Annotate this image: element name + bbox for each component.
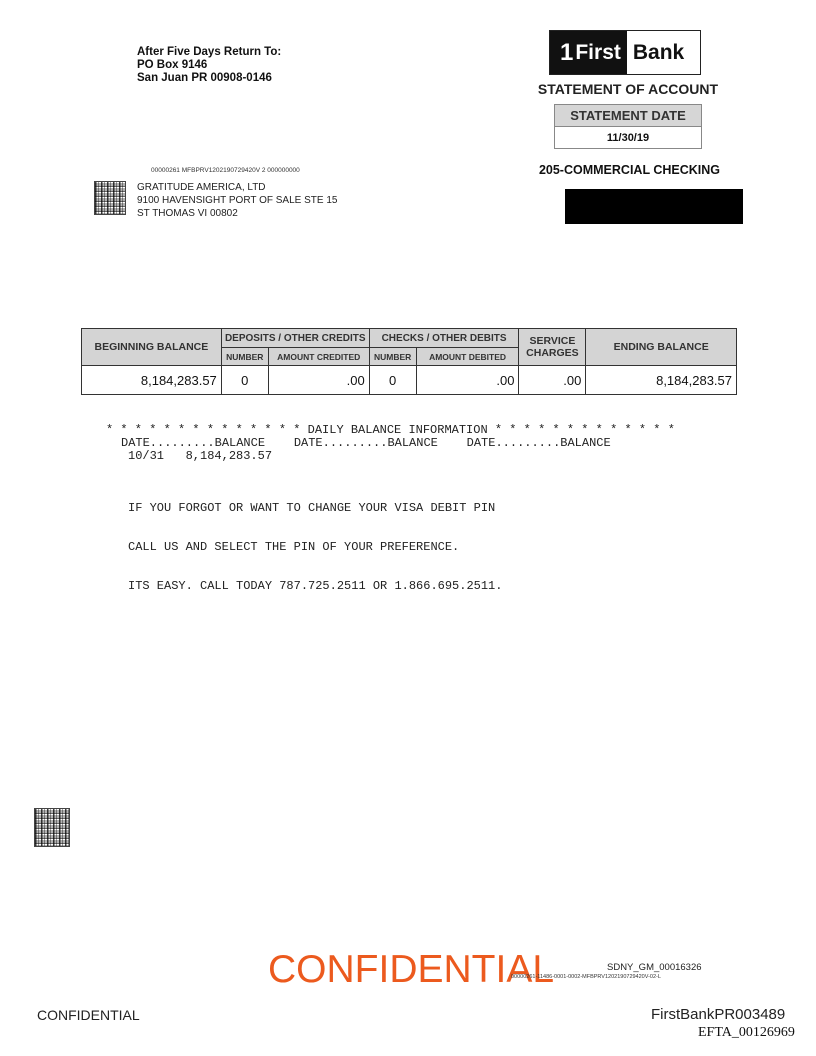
- pin-notice-line: ITS EASY. CALL TODAY 787.725.2511 OR 1.866.695.2511.: [128, 579, 503, 593]
- amount-credited-value: .00: [268, 366, 369, 395]
- addressee-city: ST THOMAS VI 00802: [137, 208, 238, 219]
- ending-balance-header: ENDING BALANCE: [586, 329, 737, 366]
- checks-header: CHECKS / OTHER DEBITS: [369, 329, 519, 348]
- pin-notice-line: IF YOU FORGOT OR WANT TO CHANGE YOUR VISA DEBIT PIN: [128, 501, 496, 515]
- addressee-name: GRATITUDE AMERICA, LTD: [137, 182, 266, 193]
- daily-balance-title: * * * * * * * * * * * * * * DAILY BALANCE INFORMATION * * * * * * * * * * * * *: [106, 423, 675, 437]
- logo-first: First: [575, 40, 621, 64]
- service-charges-header: [519, 329, 586, 366]
- return-address: [137, 46, 281, 85]
- daily-balance-header: DATE.........BALANCE DATE.........BALANCE DATE.........BALANCE: [121, 436, 611, 450]
- redaction-bar: [565, 189, 743, 224]
- amount-credited-header: AMOUNT CREDITED: [268, 348, 369, 366]
- statement-date-box: [554, 104, 702, 149]
- document-code: 00000261-11486-0001-0002-MFBPRV1202190729420V-02-L: [511, 974, 661, 980]
- table-row: [82, 366, 737, 395]
- firstbank-logo: [549, 30, 701, 75]
- addressee-street: 9100 HAVENSIGHT PORT OF SALE STE 15: [137, 195, 338, 206]
- deposits-number-value: 0: [221, 366, 268, 395]
- checks-number-header: NUMBER: [369, 348, 416, 366]
- return-address-line: After Five Days Return To:: [137, 46, 282, 58]
- logo-bank: Bank: [627, 31, 690, 74]
- statement-date-value: 11/30/19: [606, 132, 650, 144]
- service-charges-header-line: CHARGES: [526, 347, 579, 359]
- pin-notice-line: CALL US AND SELECT THE PIN OF YOUR PREFERENCE.: [128, 540, 460, 554]
- barcode-2d-icon: [34, 808, 70, 847]
- service-charges-header-line: SERVICE: [529, 335, 576, 347]
- pin-notice: [128, 476, 502, 606]
- firstbank-bates-number: FirstBankPR003489: [651, 1006, 786, 1023]
- mail-code: 00000261 MFBPRV1202190729420V 2 000000000: [151, 167, 300, 174]
- checks-number-value: 0: [369, 366, 416, 395]
- confidential-label: CONFIDENTIAL: [37, 1007, 140, 1023]
- service-charges-value: .00: [519, 366, 586, 395]
- account-summary-table: [81, 328, 737, 395]
- ending-balance-value: 8,184,283.57: [586, 366, 737, 395]
- amount-debited-value: .00: [416, 366, 519, 395]
- addressee: [137, 181, 337, 220]
- logo-number: 1: [560, 38, 574, 66]
- deposits-header: DEPOSITS / OTHER CREDITS: [221, 329, 369, 348]
- amount-debited-header: AMOUNT DEBITED: [416, 348, 519, 366]
- deposits-number-header: NUMBER: [221, 348, 268, 366]
- return-address-line: San Juan PR 00908-0146: [137, 72, 272, 84]
- statement-date-label: STATEMENT DATE: [555, 105, 701, 127]
- logo-first-block: [550, 31, 627, 74]
- efta-number: EFTA_00126969: [698, 1025, 795, 1040]
- beginning-balance-value: 8,184,283.57: [82, 366, 222, 395]
- statement-title: STATEMENT OF ACCOUNT: [537, 81, 719, 97]
- daily-balance-row: 10/31 8,184,283.57: [128, 449, 273, 463]
- beginning-balance-header: BEGINNING BALANCE: [82, 329, 222, 366]
- confidential-stamp: CONFIDENTIAL: [268, 948, 555, 991]
- account-type: 205-COMMERCIAL CHECKING: [538, 163, 720, 177]
- return-address-line: PO Box 9146: [137, 59, 208, 71]
- barcode-2d-icon: [94, 181, 126, 215]
- sdny-bates-number: SDNY_GM_00016326: [607, 962, 702, 973]
